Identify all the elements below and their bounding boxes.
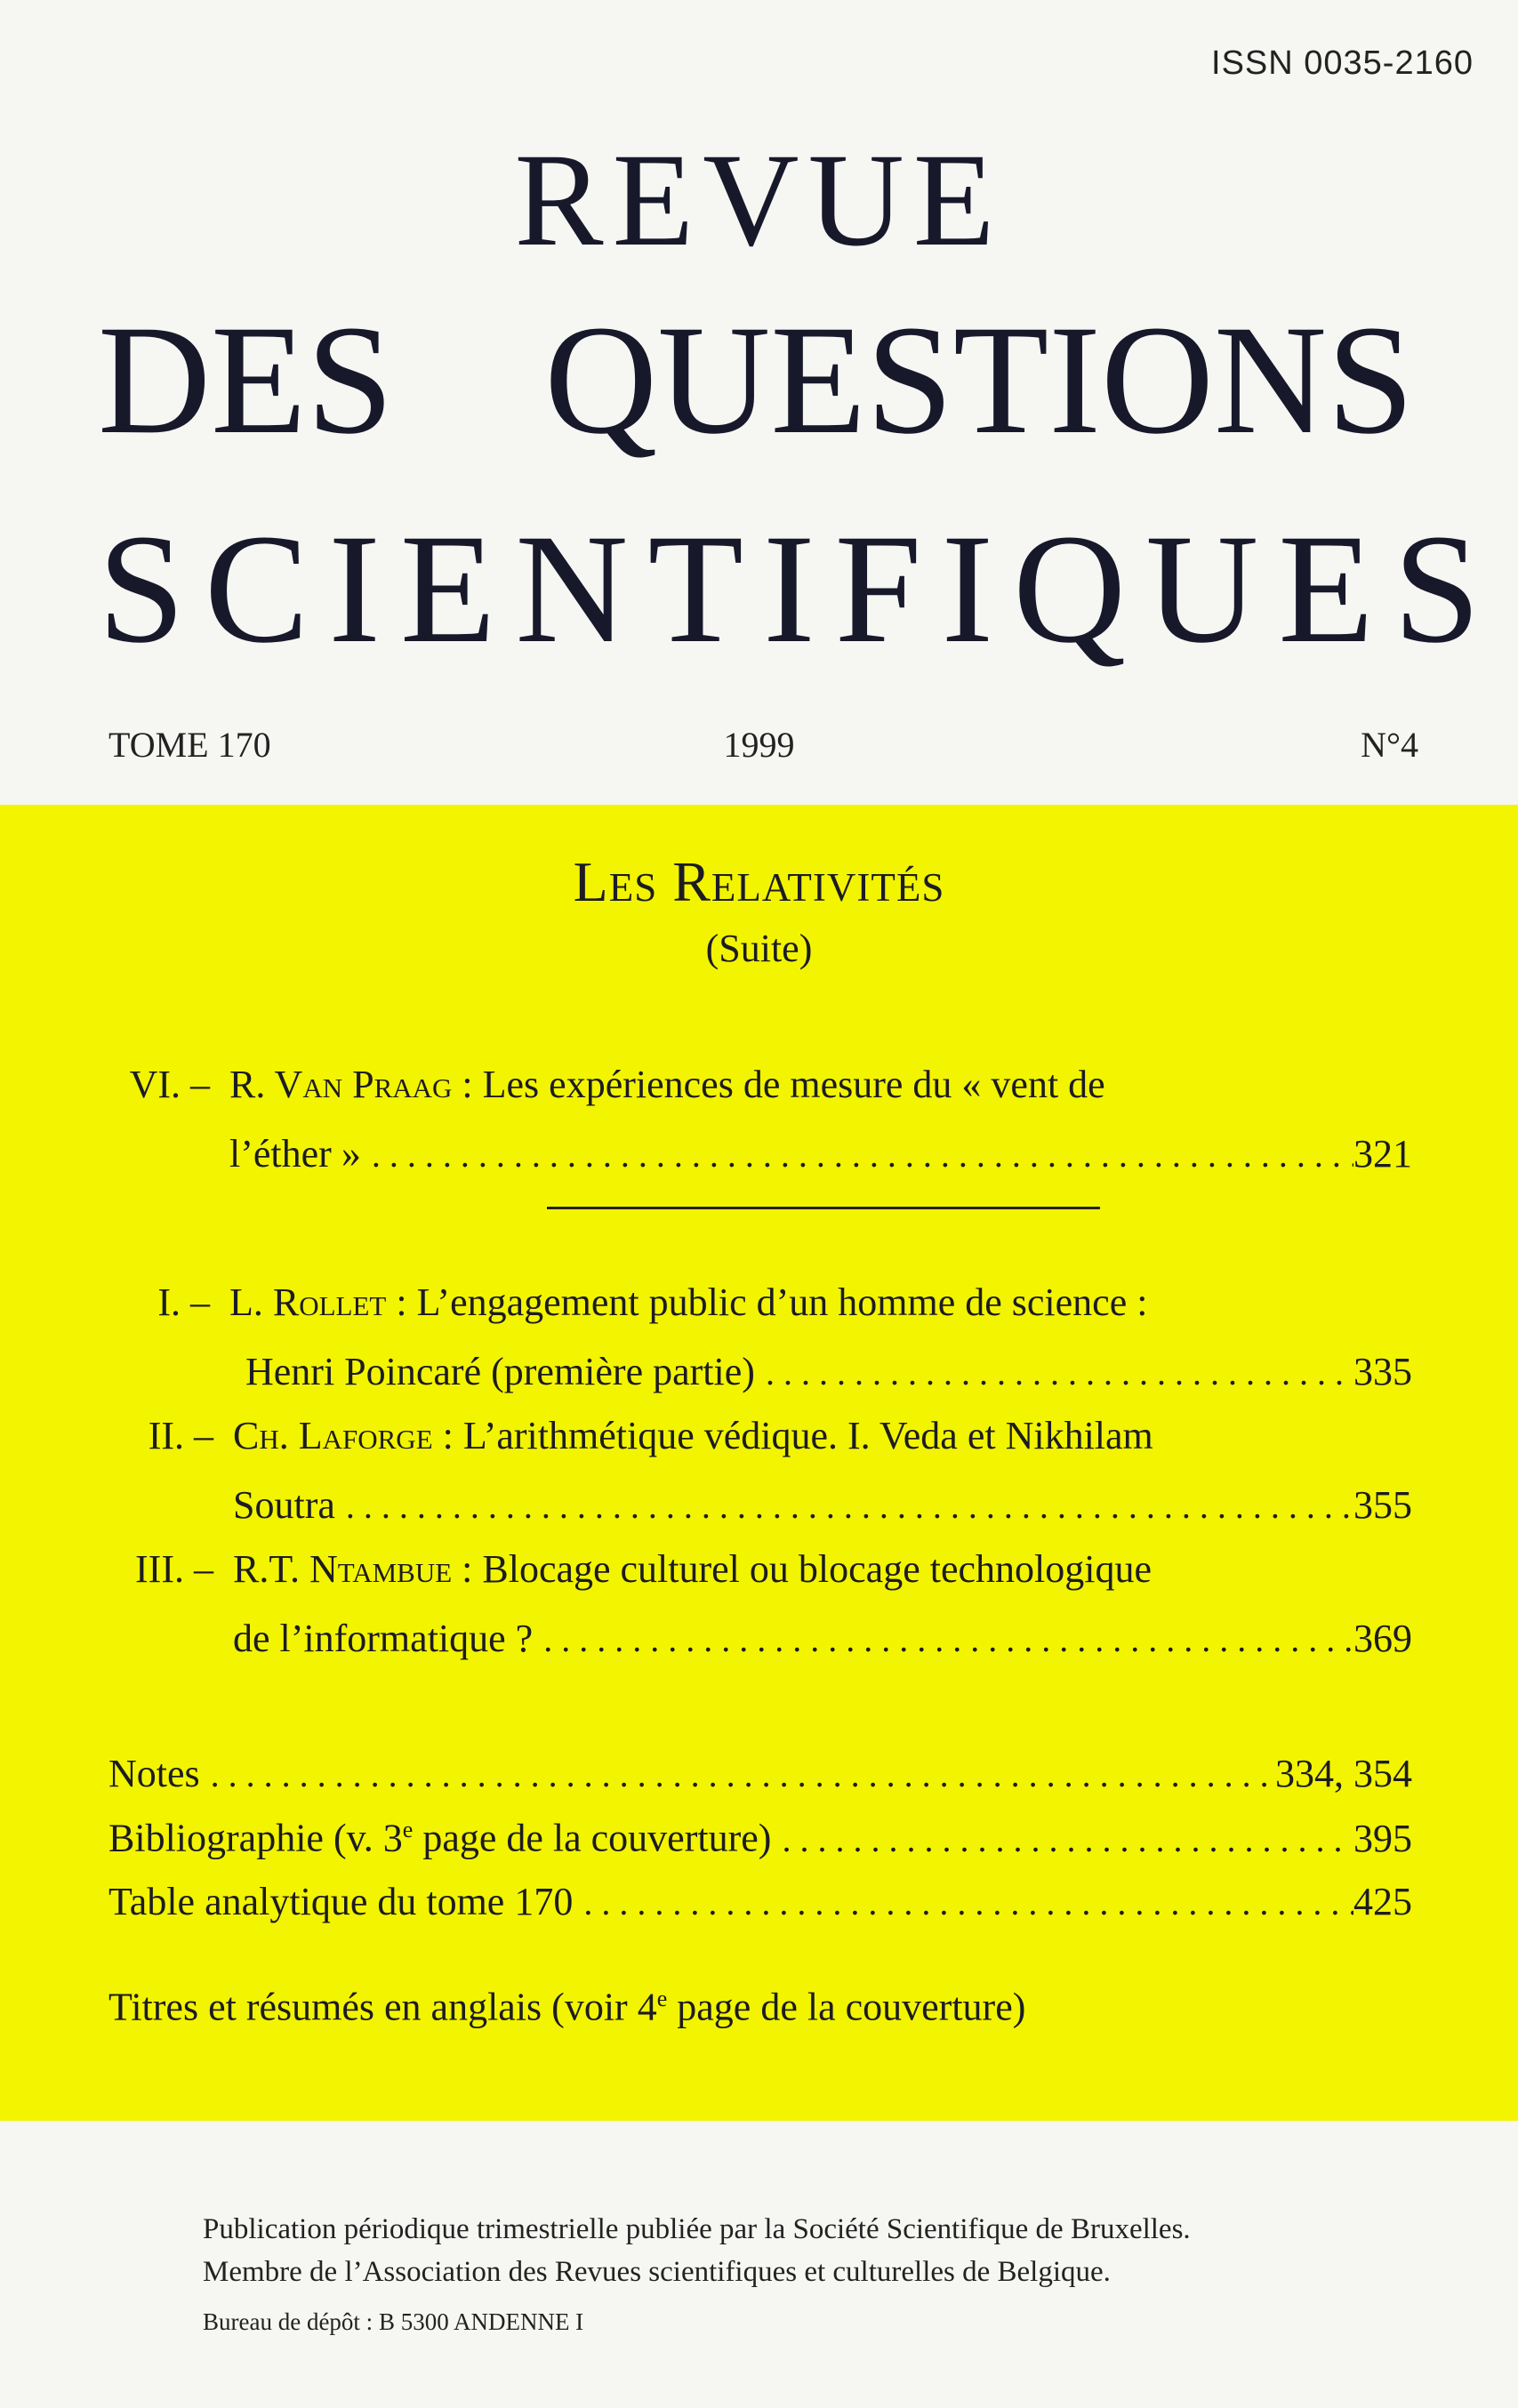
dot-leader	[573, 1885, 1353, 1921]
entry-title: : L’arithmétique védique. I. Veda et Nikhilam	[432, 1414, 1153, 1457]
entry-title-continued: l’éther »	[229, 1132, 361, 1176]
entry-heading	[233, 1547, 1412, 1591]
misc-entry-bibliographie	[108, 1818, 1412, 1858]
misc-label-text: Notes	[108, 1752, 200, 1795]
title-word-questions: QUESTIONS	[544, 293, 1414, 467]
dot-leader	[771, 1822, 1353, 1858]
entry-author: Ch. Laforge	[233, 1414, 433, 1457]
note-text: page de la couverture)	[667, 1985, 1026, 2029]
membership-line: Membre de l’Association des Revues scientifiques et culturelles de Belgique.	[203, 2255, 1111, 2288]
entry-number: I. –	[157, 1280, 210, 1324]
dot-leader	[335, 1489, 1353, 1524]
entry-number: II. –	[148, 1414, 213, 1457]
entry-title-continued: Henri Poincaré (première partie)	[245, 1350, 755, 1393]
entry-page: 369	[1353, 1617, 1412, 1660]
misc-label	[108, 1882, 573, 1922]
entry-continuation	[233, 1619, 1412, 1658]
misc-page: 395	[1353, 1816, 1412, 1860]
dot-leader	[361, 1137, 1353, 1173]
entry-title-continued: de l’informatique ?	[233, 1617, 534, 1660]
superscript: e	[402, 1817, 414, 1842]
entry-continuation	[229, 1132, 1412, 1176]
section-divider	[547, 1207, 1100, 1209]
entry-continuation	[245, 1352, 1412, 1392]
entry-heading	[229, 1065, 1412, 1104]
misc-label-text: Bibliographie (v. 3	[108, 1816, 403, 1860]
dot-leader	[533, 1622, 1353, 1658]
misc-entry-table	[108, 1882, 1412, 1922]
superscript: e	[656, 1986, 668, 2011]
entry-title: : L’engagement public d’un homme de science :	[386, 1280, 1148, 1324]
title-word-scientifiques: SCIENTIFIQUES	[98, 502, 1500, 676]
misc-page: 425	[1353, 1880, 1412, 1923]
misc-entry-notes	[108, 1754, 1412, 1794]
entry-page: 321	[1353, 1132, 1412, 1176]
misc-page: 334, 354	[1275, 1752, 1412, 1795]
english-summary-note	[108, 1987, 1025, 2027]
depot-info: Bureau de dépôt : B 5300 ANDENNE I	[203, 2308, 584, 2335]
year-label: 1999	[723, 725, 795, 765]
entry-title-continued: Soutra	[233, 1483, 335, 1527]
entry-heading	[229, 1280, 1412, 1324]
title-word-des: DES	[98, 293, 394, 467]
journal-title-line-3	[98, 502, 1500, 676]
misc-label	[108, 1754, 200, 1794]
entry-number: VI. –	[129, 1063, 210, 1106]
journal-title-revue: REVUE	[514, 126, 1004, 274]
entry-heading	[233, 1414, 1412, 1457]
section-subtitle: (Suite)	[705, 927, 813, 970]
entry-author: R. Van Praag	[229, 1063, 453, 1106]
misc-label	[108, 1818, 771, 1858]
entry-title: : Les expériences de mesure du « vent de	[452, 1063, 1105, 1106]
toc-entry	[148, 1414, 1412, 1527]
entry-title: : Blocage culturel ou blocage technologique	[452, 1547, 1152, 1591]
toc-entry	[135, 1547, 1412, 1660]
issn-number: ISSN 0035-2160	[1211, 44, 1474, 82]
section-title: Les Relativités	[573, 850, 945, 913]
misc-label-text: Table analytique du tome 170	[108, 1880, 574, 1923]
contents-band	[0, 805, 1518, 2121]
note-text: Titres et résumés en anglais (voir 4	[108, 1985, 657, 2029]
entry-author: R.T. Ntambue	[233, 1547, 453, 1591]
dot-leader	[200, 1757, 1275, 1793]
entry-page: 355	[1353, 1483, 1412, 1527]
issue-number: N°4	[1361, 725, 1418, 765]
entry-page: 335	[1353, 1350, 1412, 1393]
toc-entry	[157, 1280, 1412, 1393]
journal-title-line-2	[98, 293, 1414, 467]
toc-entry	[129, 1063, 1412, 1176]
dot-leader	[755, 1355, 1353, 1391]
publisher-line: Publication périodique trimestrielle publiée par la Société Scientifique de Bruxelles.	[203, 2213, 1191, 2245]
misc-label-text: page de la couverture)	[413, 1816, 772, 1860]
entry-author: L. Rollet	[229, 1280, 387, 1324]
entry-continuation	[233, 1483, 1412, 1527]
publisher-info	[203, 2209, 1191, 2294]
entry-number: III. –	[135, 1547, 213, 1591]
volume-label: TOME 170	[108, 725, 271, 765]
